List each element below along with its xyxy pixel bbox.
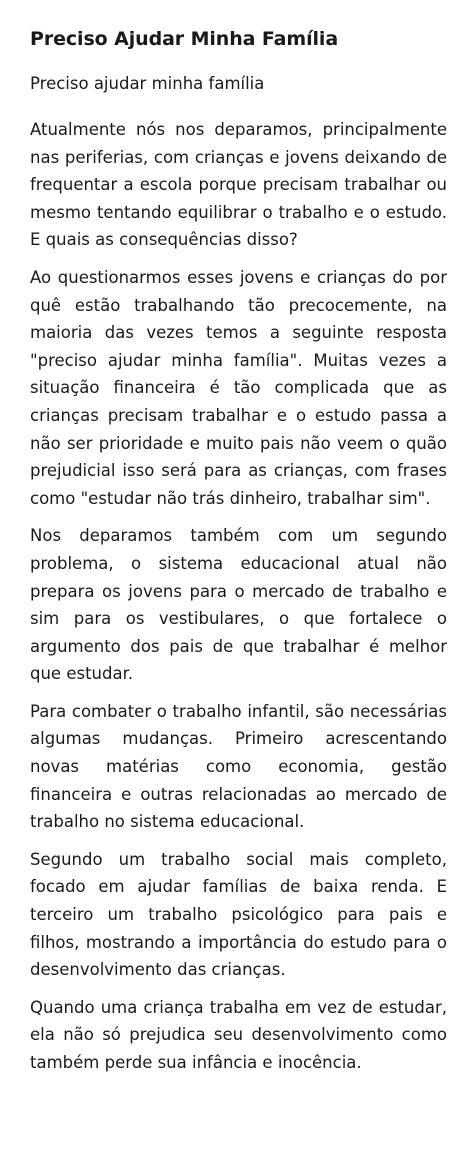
paragraph-6: Quando uma criança trabalha em vez de estudar, ela não só prejudica seu desenvolvimento como também perde sua infância e inocência. <box>30 997 447 1072</box>
paragraph-2: Ao questionarmos esses jovens e crianças do por quê estão trabalhando tão precocemente, na maioria das vezes temos a seguinte resposta "preciso ajudar minha família". Muitas vezes a situação financeira é tão complicada que as crianças precisam trabalhar e o estudo passa a não ser prioridade e muito pais não veem o quão prejudicial isso será para as crianças, com frases como "estudar não trás dinheiro, trabalhar sim". <box>30 267 447 508</box>
paragraph-4: Para combater o trabalho infantil, são necessárias algumas mudanças. Primeiro acrescentando novas matérias como economia, gestão financeira e outras relacionadas ao mercado de trabalho no sistema educacional. <box>30 701 447 832</box>
paragraph-3: Nos deparamos também com um segundo problema, o sistema educacional atual não prepara os jovens para o mercado de trabalho e sim para os vestibulares, o que fortalece o argumento dos pais de que trabalhar é melhor que estudar. <box>30 526 447 684</box>
document-subtitle: Preciso ajudar minha família <box>30 74 265 93</box>
paragraph-5: Segundo um trabalho social mais completo, focado em ajudar famílias de baixa renda. E terceiro um trabalho psicológico para pais e filhos, mostrando a importância do estudo para o desenvolvimento das crianças. <box>30 849 447 980</box>
paragraph-1: Atualmente nós nos deparamos, principalmente nas periferias, com crianças e jovens deixando de frequentar a escola porque precisam trabalhar ou mesmo tentando equilibrar o trabalho e o estudo. E quais as consequências disso? <box>30 120 447 250</box>
document-title: Preciso Ajudar Minha Família <box>30 28 339 50</box>
